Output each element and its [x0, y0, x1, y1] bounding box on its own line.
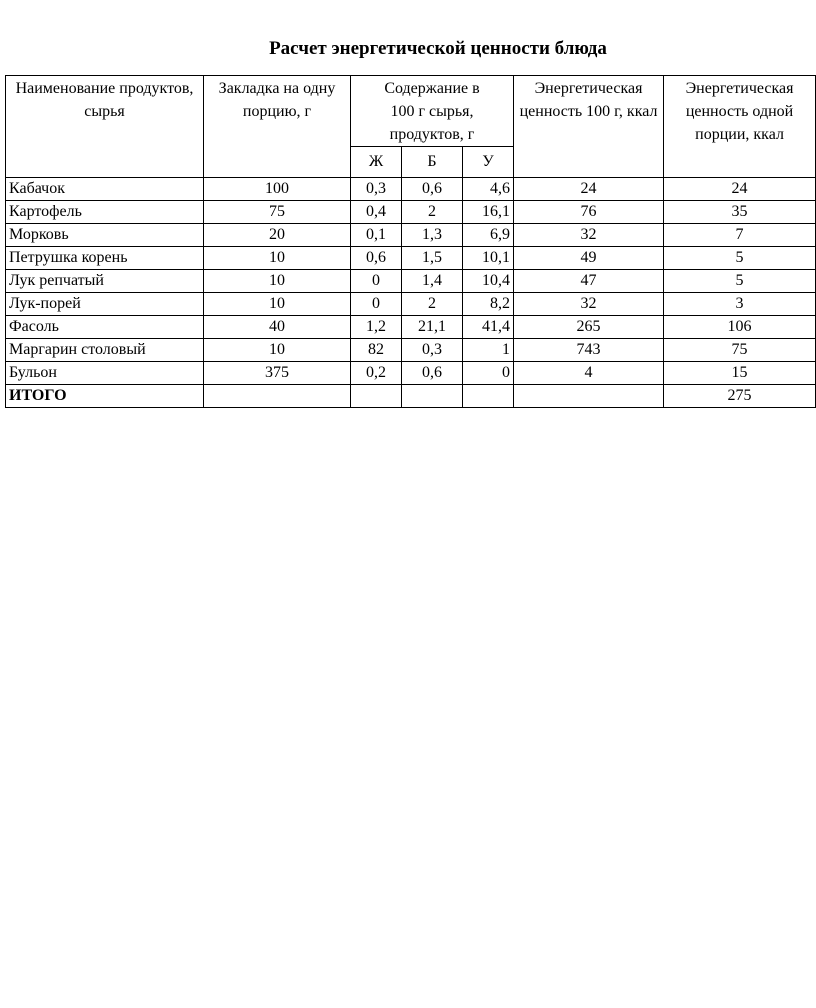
header-protein: Б [402, 147, 463, 178]
cell-name: Фасоль [6, 316, 204, 339]
cell-carbs: 10,1 [463, 247, 514, 270]
table-row [6, 270, 816, 293]
cell-energy-100g: 265 [514, 316, 664, 339]
cell-energy-portion: 75 [664, 339, 816, 362]
cell-carbs: 4,6 [463, 178, 514, 201]
cell-portion: 375 [204, 362, 351, 385]
cell-energy-100g: 76 [514, 201, 664, 224]
table-body [6, 178, 816, 385]
header-row [6, 76, 816, 147]
cell-name: Кабачок [6, 178, 204, 201]
cell-portion: 10 [204, 339, 351, 362]
table-row [6, 316, 816, 339]
cell-energy-portion: 15 [664, 362, 816, 385]
cell-energy-portion: 35 [664, 201, 816, 224]
cell-name: Картофель [6, 201, 204, 224]
table-row [6, 178, 816, 201]
cell-carbs: 10,4 [463, 270, 514, 293]
cell-portion: 75 [204, 201, 351, 224]
cell-name: Лук репчатый [6, 270, 204, 293]
cell-protein: 0,6 [402, 178, 463, 201]
cell-name: Маргарин столовый [6, 339, 204, 362]
cell-energy-portion: 106 [664, 316, 816, 339]
cell-energy-100g: 32 [514, 224, 664, 247]
cell-fat: 0,3 [351, 178, 402, 201]
energy-value-table [5, 75, 816, 408]
table-row [6, 224, 816, 247]
cell-protein: 1,5 [402, 247, 463, 270]
cell-energy-100g: 4 [514, 362, 664, 385]
cell-portion: 10 [204, 270, 351, 293]
cell-carbs: 0 [463, 362, 514, 385]
total-label: ИТОГО [6, 385, 204, 408]
cell-protein: 0,3 [402, 339, 463, 362]
cell-portion: 10 [204, 247, 351, 270]
header-content: Содержание в 100 г сырья, продуктов, г [351, 76, 514, 147]
header-portion: Закладка на одну порцию, г [204, 76, 351, 178]
cell-energy-portion: 3 [664, 293, 816, 316]
cell-fat: 0 [351, 270, 402, 293]
cell-protein: 1,4 [402, 270, 463, 293]
cell-portion: 10 [204, 293, 351, 316]
table-row [6, 362, 816, 385]
cell-name: Лук-порей [6, 293, 204, 316]
table-row [6, 339, 816, 362]
cell-protein: 2 [402, 201, 463, 224]
cell-portion: 100 [204, 178, 351, 201]
header-fat: Ж [351, 147, 402, 178]
cell-energy-100g: 47 [514, 270, 664, 293]
header-energy-100g: Энергетическая ценность 100 г, ккал [514, 76, 664, 178]
cell-carbs: 41,4 [463, 316, 514, 339]
cell-name: Бульон [6, 362, 204, 385]
cell-portion: 20 [204, 224, 351, 247]
cell-energy-100g: 743 [514, 339, 664, 362]
header-carbs: У [463, 147, 514, 178]
table-row [6, 293, 816, 316]
cell-protein: 2 [402, 293, 463, 316]
cell-protein: 21,1 [402, 316, 463, 339]
cell-protein: 1,3 [402, 224, 463, 247]
cell-energy-100g: 24 [514, 178, 664, 201]
total-carbs-cell [463, 385, 514, 408]
cell-fat: 1,2 [351, 316, 402, 339]
header-name: Наименование продуктов, сырья [6, 76, 204, 178]
cell-energy-portion: 5 [664, 270, 816, 293]
cell-name: Петрушка корень [6, 247, 204, 270]
cell-name: Морковь [6, 224, 204, 247]
table-row [6, 201, 816, 224]
table-row [6, 247, 816, 270]
header-energy-portion: Энергетическая ценность одной порции, ккал [664, 76, 816, 178]
total-row [6, 385, 816, 408]
cell-carbs: 6,9 [463, 224, 514, 247]
cell-fat: 0,2 [351, 362, 402, 385]
cell-fat: 0,4 [351, 201, 402, 224]
document-title: Расчет энергетической ценности блюда [269, 38, 607, 59]
cell-energy-100g: 32 [514, 293, 664, 316]
cell-energy-portion: 7 [664, 224, 816, 247]
total-fat-cell [351, 385, 402, 408]
cell-fat: 82 [351, 339, 402, 362]
total-energy-100g-cell [514, 385, 664, 408]
cell-carbs: 1 [463, 339, 514, 362]
total-energy-portion: 275 [664, 385, 816, 408]
total-portion-cell [204, 385, 351, 408]
cell-carbs: 8,2 [463, 293, 514, 316]
cell-energy-100g: 49 [514, 247, 664, 270]
cell-energy-portion: 24 [664, 178, 816, 201]
cell-carbs: 16,1 [463, 201, 514, 224]
cell-fat: 0,1 [351, 224, 402, 247]
cell-fat: 0,6 [351, 247, 402, 270]
cell-protein: 0,6 [402, 362, 463, 385]
cell-energy-portion: 5 [664, 247, 816, 270]
cell-fat: 0 [351, 293, 402, 316]
total-protein-cell [402, 385, 463, 408]
cell-portion: 40 [204, 316, 351, 339]
